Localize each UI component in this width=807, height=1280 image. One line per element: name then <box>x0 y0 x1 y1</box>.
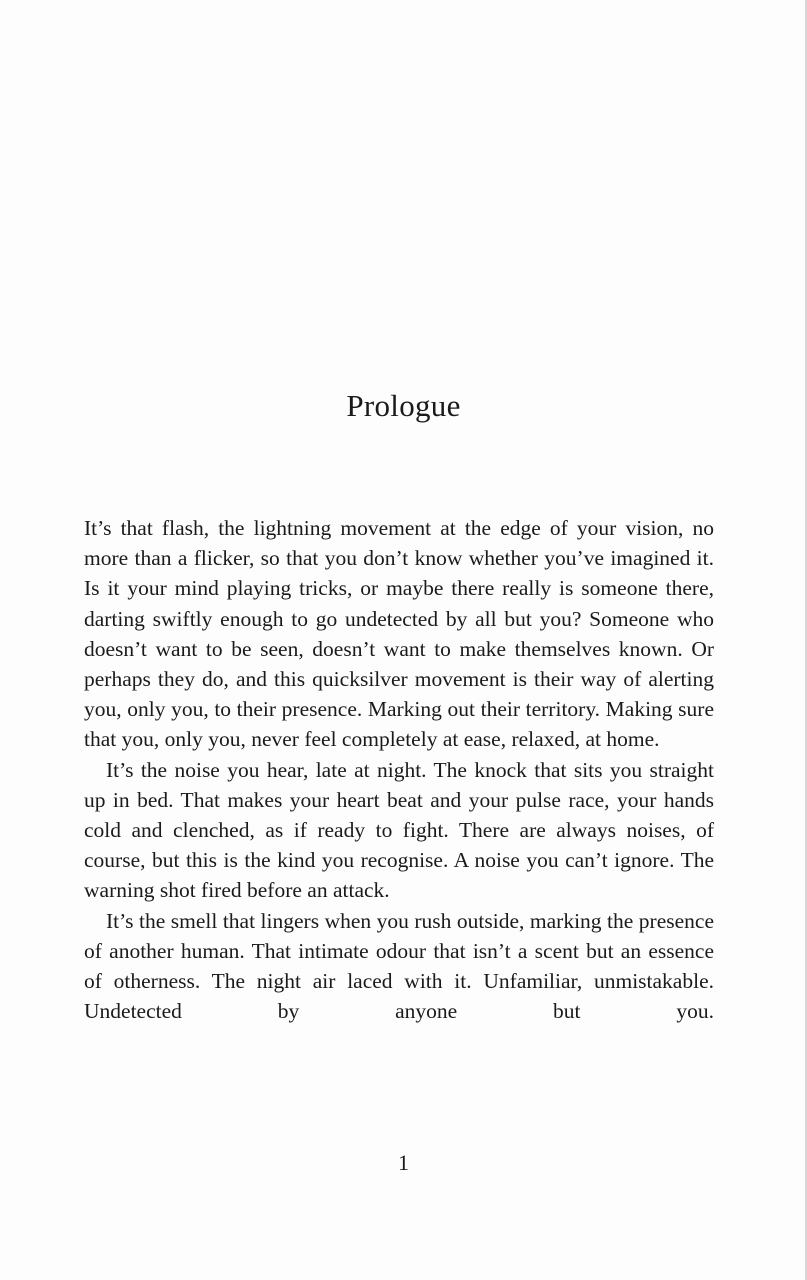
paragraph-3: It’s the smell that lingers when you rush outside, marking the presence of another human. That intimate odour that isn’t a scent but an essence of otherness. The night air laced with it. Unfamiliar, unmistakable. Undetected by anyone but you. <box>84 908 714 1024</box>
chapter-title: Prologue <box>346 388 461 423</box>
chapter-body <box>84 513 714 1026</box>
paragraph-1: It’s that flash, the lightning movement at the edge of your vision, no more than a flicker, so that you don’t know whether you’ve imagined it. Is it your mind playing tricks, or maybe there really is someone there, darting swiftly enough to go undetected by all but you? Someone who doesn’t want to be seen, doesn’t want to make themselves known. Or perhaps they do, and this quicksilver movement is their way of alerting you, only you, to their presence. Marking out their territory. Making sure that you, only you, never feel completely at ease, relaxed, at home. <box>84 516 714 752</box>
page-number: 1 <box>398 1150 409 1175</box>
paragraph-2: It’s the noise you hear, late at night. The knock that sits you straight up in bed. That makes your heart beat and your pulse race, your hands cold and clenched, as if ready to fight. There are always noises, of course, but this is the kind you recognise. A noise you can’t ignore. The warning shot fired before an attack. <box>84 757 714 903</box>
